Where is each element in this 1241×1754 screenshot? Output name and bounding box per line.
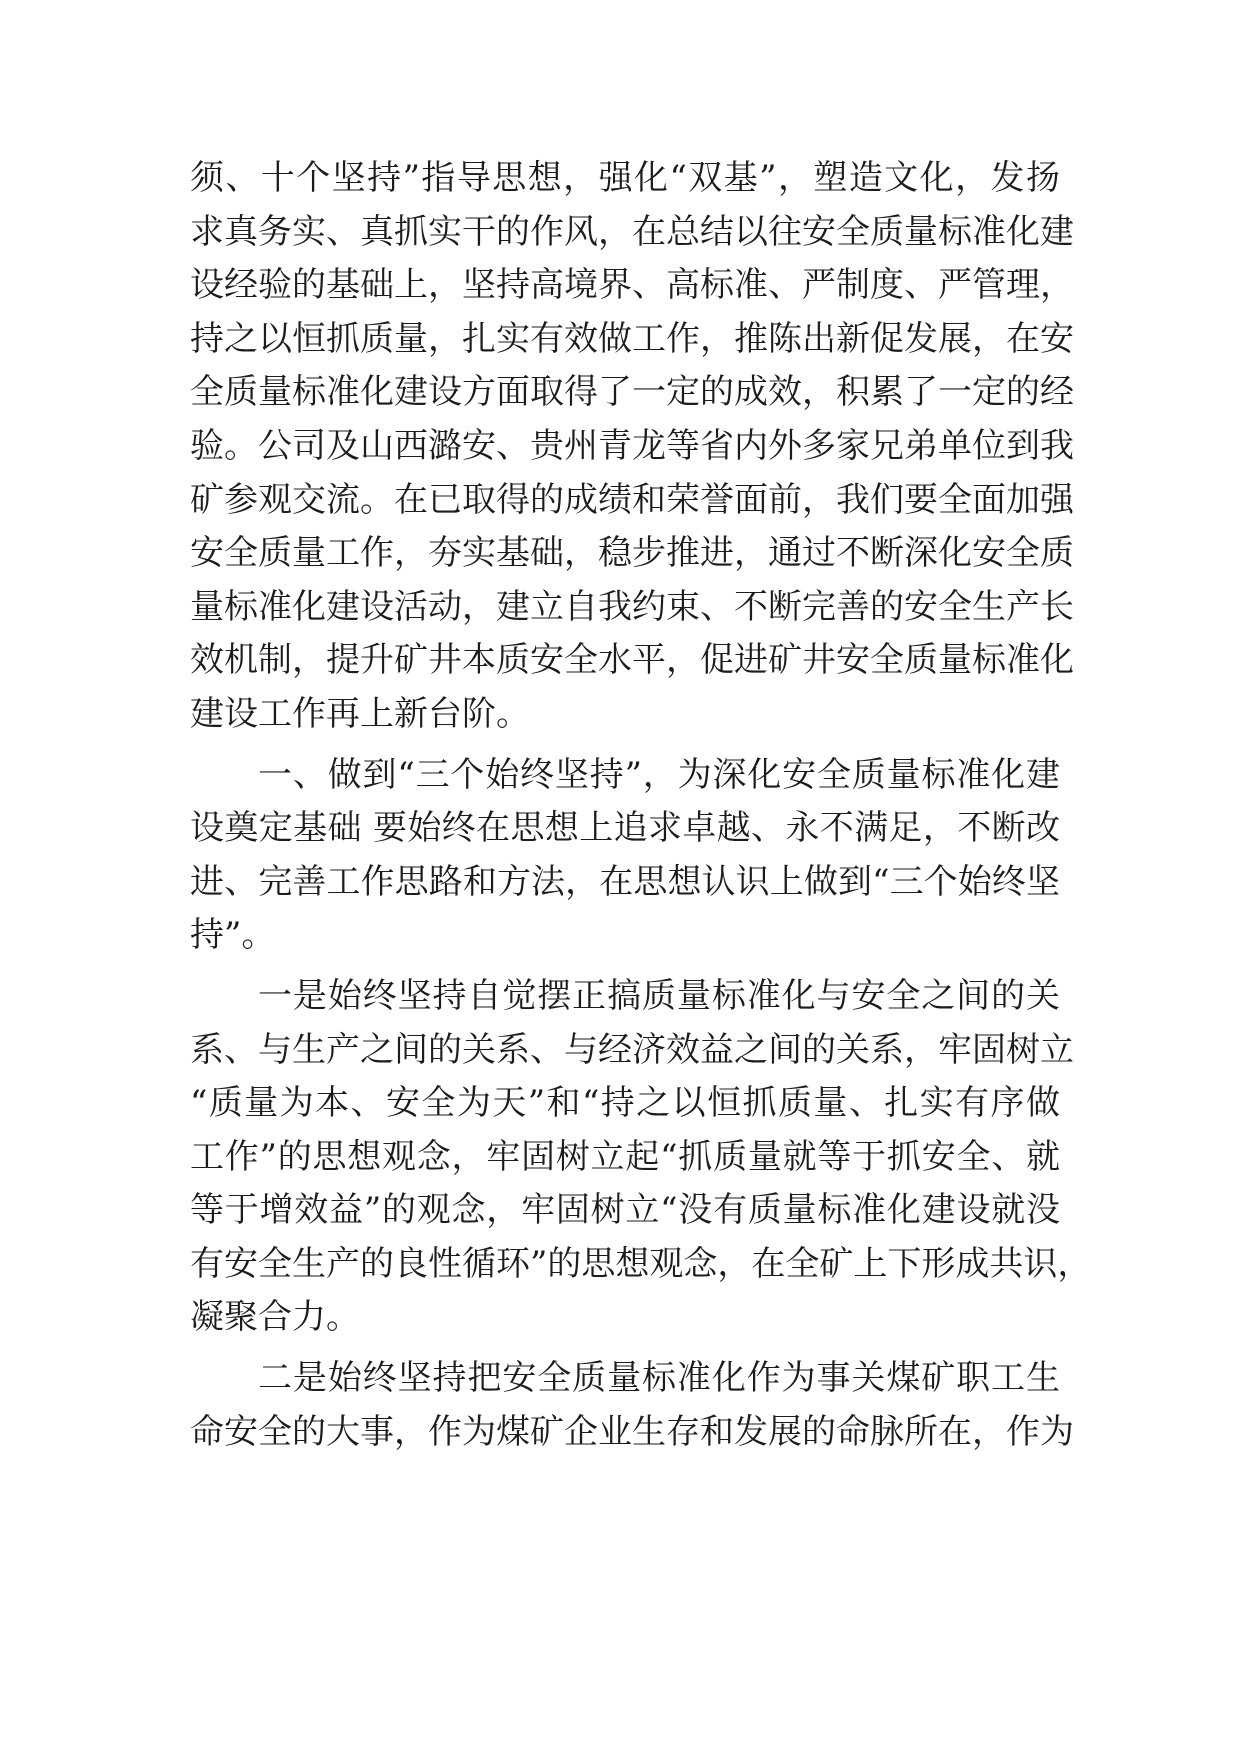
text-line: 一、做到“三个始终坚持”，为深化安全质量标准化建 xyxy=(258,754,1060,795)
text-line: 有安全生产的良性循环”的思想观念，在全矿上下形成共识， xyxy=(190,1243,1092,1284)
text-line: 求真务实、真抓实干的作风，在总结以往安全质量标准化建 xyxy=(190,211,1074,252)
text-line: 设经验的基础上，坚持高境界、高标准、严制度、严管理， xyxy=(190,265,1074,306)
text-line: 等于增效益”的观念，牢固树立“没有质量标准化建设就没 xyxy=(190,1190,1060,1231)
text-line: 设奠定基础 要始终在思想上追求卓越、永不满足，不断改 xyxy=(190,808,1060,849)
text-line: 须、十个坚持”指导思想，强化“双基”，塑造文化，发扬 xyxy=(190,158,1060,198)
text-line: 效机制，提升矿井本质安全水平，促进矿井安全质量标准化 xyxy=(190,640,1074,681)
text-line: 一是始终坚持自觉摆正搞质量标准化与安全之间的关 xyxy=(258,975,1060,1016)
document-page xyxy=(190,152,1092,1459)
paragraph-spacer xyxy=(190,1345,1060,1352)
paragraph-intro xyxy=(190,152,1074,742)
text-line: 全质量标准化建设方面取得了一定的成效，积累了一定的经 xyxy=(190,372,1074,413)
text-line: 验。公司及山西潞安、贵州青龙等省内外多家兄弟单位到我 xyxy=(190,425,1074,466)
text-line: 凝聚合力。 xyxy=(190,1297,360,1338)
text-line: 矿参观交流。在已取得的成绩和荣誉面前，我们要全面加强 xyxy=(190,479,1074,520)
text-line: 进、完善工作思路和方法，在思想认识上做到“三个始终坚 xyxy=(190,861,1060,902)
text-line: 工作”的思想观念，牢固树立起“抓质量就等于抓安全、就 xyxy=(190,1136,1060,1177)
text-line: 二是始终坚持把安全质量标准化作为事关煤矿职工生 xyxy=(258,1358,1060,1399)
text-line: 命安全的大事，作为煤矿企业生存和发展的命脉所在，作为 xyxy=(190,1411,1074,1452)
paragraph-point-one xyxy=(190,970,1092,1345)
text-line: 持”。 xyxy=(190,915,276,956)
text-line: 安全质量工作，夯实基础，稳步推进，通过不断深化安全质 xyxy=(190,533,1074,574)
text-line: 量标准化建设活动，建立自我约束、不断完善的安全生产长 xyxy=(190,586,1074,627)
text-line: 系、与生产之间的关系、与经济效益之间的关系，牢固树立 xyxy=(190,1029,1074,1070)
paragraph-section-one xyxy=(190,749,1060,963)
text-line: “质量为本、安全为天”和“持之以恒抓质量、扎实有序做 xyxy=(190,1083,1060,1124)
text-line: 建设工作再上新台阶。 xyxy=(190,693,530,734)
paragraph-spacer xyxy=(190,742,1060,749)
paragraph-spacer xyxy=(190,963,1060,970)
paragraph-point-two xyxy=(190,1352,1074,1459)
text-line: 持之以恒抓质量，扎实有效做工作，推陈出新促发展，在安 xyxy=(190,318,1074,359)
